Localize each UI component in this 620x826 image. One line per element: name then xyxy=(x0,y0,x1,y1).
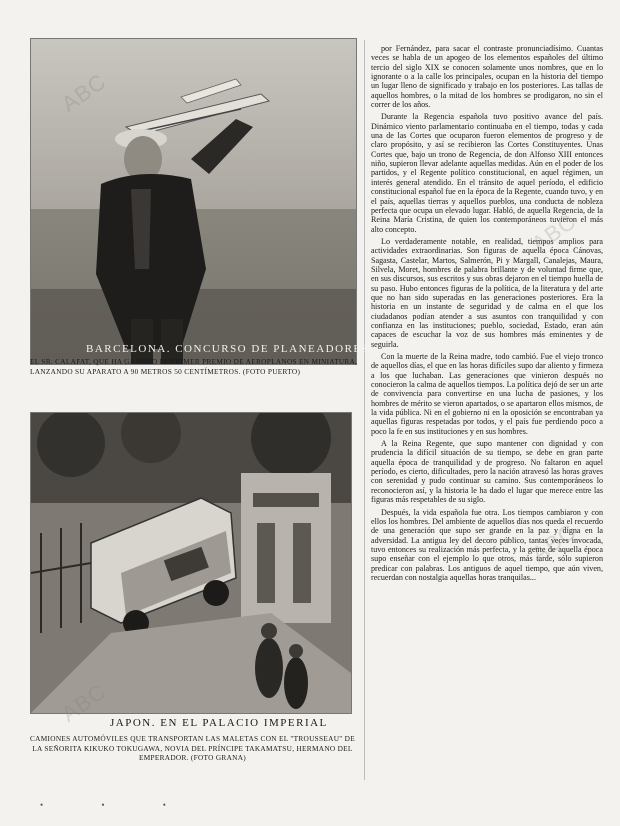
article-paragraph: por Fernández, para sacar el contraste pronunciadísimo. Cuantas veces se habla de un apogeo de los elementos españoles del último tercio del siglo XIX se conocen solamente unos nombres, que en lo ignorante o a la calle los principales, ocupan en la historia del tiempo un lugar lleno de significado y trabajo en los posteriores. Las tallas de aquellos hombres, o la mitad de los hombres se prodigaron, no sin el correr de los años. xyxy=(371,44,603,110)
photo-caption-palace: CAMIONES AUTOMÓVILES QUE TRANSPORTAN LAS MALETAS CON EL "TROUSSEAU" DE LA SEÑORITA KIKUKO TOKUGAWA, NOVIA DEL PRÍNCIPE TAKAMATSU, HERMANO DEL EMPERADOR. (FOTO GRANA) xyxy=(30,734,356,762)
column-rule xyxy=(364,40,365,780)
photo-imperial-palace xyxy=(30,412,352,714)
photo-title-glider: BARCELONA. CONCURSO DE PLANEADORES xyxy=(86,343,370,355)
article-paragraph: Lo verdaderamente notable, en realidad, tiempos amplios para actividades extraordinarias. Son figuras de aquella época Cánovas, Sagasta, Castelar, Martos, Salmerón, Pi y Margall, Canalejas, Maura, Silvela, Moret, hombres de palabra brillante y de voluntad firme que, en sus discursos, sus escritos y sus obras dejaron en el tiempo huella de su paso. Hubo entonces figuras de la política, de la literatura y del arte que no han sido superadas en las generaciones posteriores. Era la historia en un instante de seguridad y de calma en el que los ciudadanos podían atender a sus asuntos con tranquilidad y con confianza en las instituciones; pueblo, sociedad, Estado, eran aún capaces de escuchar la voz de sus hombres más eminentes y de seguirla. xyxy=(371,236,603,349)
palace-photo-drawing xyxy=(31,413,351,713)
glider-photo-drawing xyxy=(31,39,356,364)
article-paragraph: Con la muerte de la Reina madre, todo cambió. Fue el viejo tronco de aquellos días, el que en las horas difíciles supo dar aliento y firmeza a los que luchaban. Las generaciones que vinieron después no conocieron la calma de aquellos tiempos. La política dejó de ser un arte de convivencia para convertirse en una lucha de pasiones, y los hombres de mérito se vieron apartados, o se apartaron ellos mismos, de la vida pública. Ni en el gobierno ni en la oposición se encontraban ya aquellas figuras respetadas por todos, y el país fue perdiendo poco a poco la fe en sus instituciones y en sus hombres. xyxy=(371,352,603,436)
abc-watermark: ABC xyxy=(526,518,581,567)
photo-title-palace: JAPON. EN EL PALACIO IMPERIAL xyxy=(110,717,328,729)
article-column xyxy=(371,44,603,776)
photo-glider-contest xyxy=(30,38,357,365)
abc-watermark: ABC xyxy=(56,68,111,117)
abc-watermark: ABC xyxy=(526,208,581,257)
article-paragraph: Después, la vida española fue otra. Los tiempos cambiaron y con ellos los hombres. Del ambiente de aquellos días nos queda el recuerdo de una generación que supo ser grande en la paz y digna en la adversidad. La antigua ley del decoro público, tantas veces invocada, tuvo entonces su realización más perfecta, y la gente de aquella época supo enseñar con el ejemplo lo que otros, más tarde, sólo supieron predicar con palabras. Los antiguos de aquel tiempo, que aún viven, recuerdan con nostalgia aquellas horas tranquilas... xyxy=(371,507,603,582)
abc-watermark: ABC xyxy=(56,678,111,727)
photo-caption-glider: EL SR. CALAFAT, QUE HA GANADO EL PRIMER PREMIO DE AEROPLANOS EN MINIATURA, LANZANDO SU APARATO A 90 METROS 50 CENTÍMETROS. (FOTO PUERTO) xyxy=(30,357,358,376)
footer-marks: • • • xyxy=(40,800,194,810)
article-paragraph: Durante la Regencia española tuvo positivo avance del país. Dinámico viento parlamentario continuaba en el tiempo, todas y cada una de las Cortes que ocuparon fueron elementos de progreso y de claro propósito, y así se recibieron las Cortes Constituyentes. Unas Cortes que, bajo un trono de Regencia, de don Alfonso XIII entonces niño, supieron llevar adelante aquellas medidas. Aún en el poder de los partidos, y el Regente político constitucional, en aquel régimen, un interés general atendido. En el tránsito de aquel período, el edificio constitucional español fue en la época de la Regente, cuando tuvo, y en el país, aquellas tierras y aquellos pueblos, una conducta de nobleza perfecta que ocupa un elevado lugar. Habló, de aquella Regencia, de la Reina María Cristina, de quien los contemporáneos tuvieron el más alto concepto. xyxy=(371,112,603,234)
article-paragraph: A la Reina Regente, que supo mantener con dignidad y con prudencia la difícil situación de su tiempo, se debe en gran parte aquella época de tranquilidad y de progreso. No faltaron en aquel período, es cierto, dificultades, pero la nación atravesó las horas graves con serenidad y pudo continuar su camino. Sus contemporáneos lo reconocieron así, y la historia le ha dado el lugar que merece entre las figuras más respetables de su siglo. xyxy=(371,439,603,505)
